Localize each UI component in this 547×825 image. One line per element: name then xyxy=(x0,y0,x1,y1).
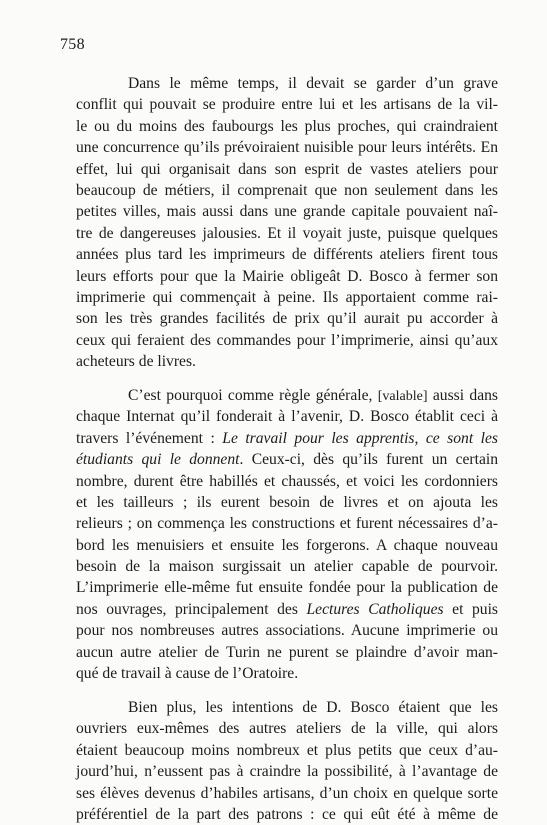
text-line: son les très grandes facilités de prix qu’il aurait pu accorder à xyxy=(76,310,498,328)
italic-text: étudiants qui le donnent xyxy=(76,451,240,469)
text-line: une concurrence qu’ils prévoiraient nuisible pour leurs intérêts. En xyxy=(76,139,498,157)
text-line: petites villes, mais aussi dans une grande capitale pouvaient naî- xyxy=(76,203,498,221)
paragraph xyxy=(76,697,498,825)
text-line: L’imprimerie elle-même fut ensuite fondée pour la publication de xyxy=(76,579,498,597)
text-line: nos ouvrages, principalement des Lectures Catholiques et puis xyxy=(76,600,498,618)
text-line: relieurs ; on commença les constructions et furent nécessaires d’a- xyxy=(76,515,498,533)
text-line: nombre, durent être habillés et chaussés, et voici les cordonniers xyxy=(76,472,498,490)
text-line: travers l’événement : Le travail pour les apprentis, ce sont les xyxy=(76,429,498,447)
text-line: qué de travail à cause de l’Oratoire. xyxy=(76,665,299,683)
text-line: beaucoup de métiers, il comprenait que non seulement dans les xyxy=(76,181,498,199)
page-number: 758 xyxy=(60,36,85,53)
body-text xyxy=(76,73,498,825)
italic-text: Lectures Catholiques xyxy=(306,600,444,618)
text-line: le ou du moins des faubourgs les plus proches, qui craindraient xyxy=(76,117,498,135)
text-line: besoin de la maison surgissait un atelier capable de pourvoir. xyxy=(76,558,498,576)
text-line: ouvriers eux-mêmes des autres ateliers de la ville, qui alors xyxy=(76,720,498,738)
text-line: étudiants qui le donnent. Ceux-ci, dès qu’ils furent un certain xyxy=(76,451,498,469)
text-line: préférentiel de la part des patrons : ce qui eût été à même de xyxy=(76,805,498,823)
text-line: conflit qui pouvait se produire entre lui et les artisans de la vil- xyxy=(76,96,498,114)
text-line: effet, lui qui organisait dans son esprit de vastes ateliers pour xyxy=(76,160,498,178)
text-line: chaque Internat qu’il fonderait à l’avenir, D. Bosco établit ceci à xyxy=(76,408,498,426)
text-line: ceux qui feraient des commandes pour l’imprimerie, ainsi qu’aux xyxy=(76,331,498,349)
text-line: bord les menuisiers et ensuite les forgerons. A chaque nouveau xyxy=(76,536,498,554)
text-line: et les tailleurs ; ils eurent besoin de livres et on ajouta les xyxy=(76,493,498,511)
paragraph xyxy=(76,73,498,372)
editorial-insertion: [valable] xyxy=(377,388,428,404)
text-line: jourd’hui, n’eussent pas à craindre la possibilité, à l’avantage de xyxy=(76,763,498,781)
italic-text: Le travail pour les apprentis, ce sont les xyxy=(222,429,498,447)
text-line: années plus tard les imprimeurs de différents ateliers firent tous xyxy=(76,246,498,264)
text-line: imprimerie qui commençait à peine. Ils apportaient comme rai- xyxy=(76,288,498,306)
text-line: ses élèves devenus d’habiles artisans, d’un choix en quelque sorte xyxy=(76,784,498,802)
text-line: tre de dangereuses jalousies. Et il voyait juste, puisque quelques xyxy=(76,224,498,242)
text-line: leurs efforts pour que la Mairie obligeât D. Bosco à fermer son xyxy=(76,267,498,285)
text-line: acheteurs de livres. xyxy=(76,353,196,371)
text-line: étaient beaucoup moins nombreux et plus petits que ceux d’au- xyxy=(76,741,498,759)
paragraph xyxy=(76,385,498,684)
text-line: pour nos nombreuses autres associations. Aucune imprimerie ou xyxy=(76,622,498,640)
text-line: aucun autre atelier de Turin ne purent se plaindre d’avoir man- xyxy=(76,643,498,661)
text-line: Dans le même temps, il devait se garder d’un grave xyxy=(128,75,498,92)
text-line: Bien plus, les intentions de D. Bosco étaient que les xyxy=(128,698,498,716)
text-line: C’est pourquoi comme règle générale, [valable] aussi dans xyxy=(128,386,498,404)
